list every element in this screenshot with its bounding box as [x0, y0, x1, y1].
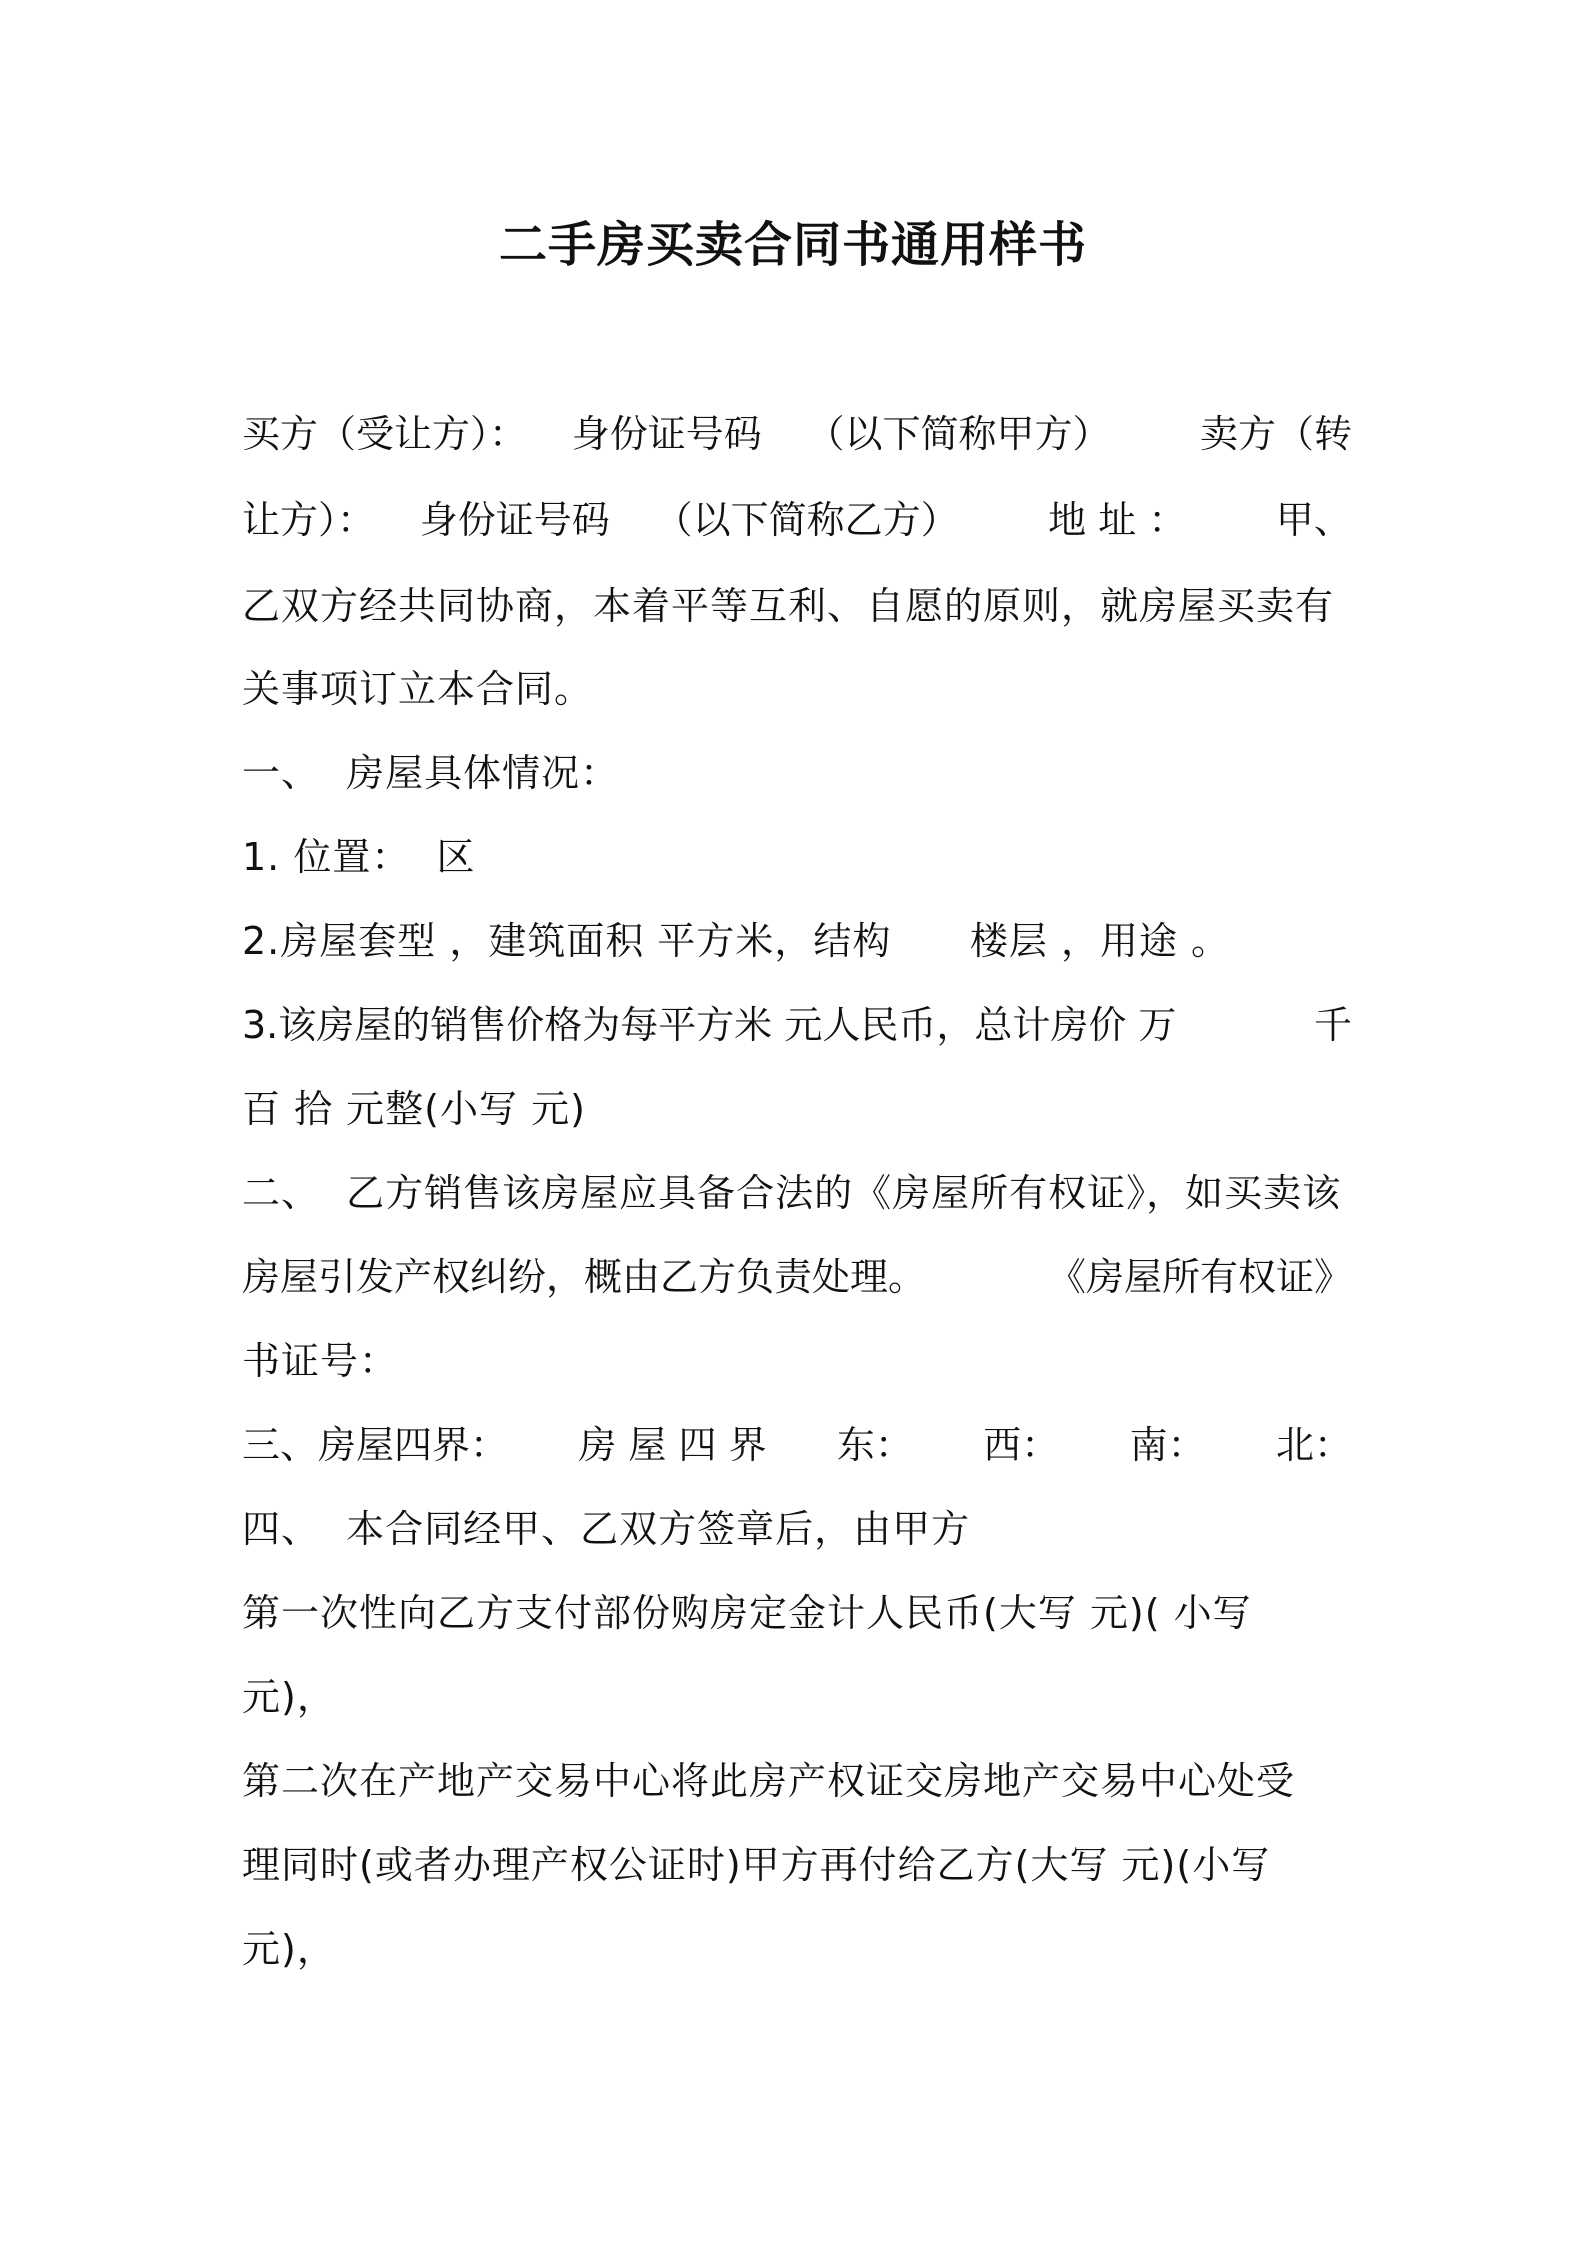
seller-alias: （以下简称乙方） [654, 498, 959, 542]
certificate-number-line: 书证号： [242, 1339, 399, 1383]
east-label: 东： [836, 1423, 913, 1467]
buyer-alias: （以下简称甲方） [806, 412, 1111, 456]
price-line [242, 997, 1352, 1053]
section-2-heading: 二、 乙方销售该房屋应具备合法的《房屋所有权证》，如买卖该 [242, 1171, 1342, 1215]
section-4-heading: 四、 本合同经甲、乙双方签章后，由甲方 [242, 1507, 971, 1551]
boundary-label: 房 屋 四 界 [578, 1423, 767, 1467]
second-payment-line-1: 第二次在产地产交易中心将此房产权证交房地产交易中心处受 [242, 1759, 1296, 1803]
buyer-id-label: 身份证号码 [571, 412, 762, 456]
price-thousand: 千 [1313, 1003, 1352, 1047]
parties-start: 甲、 [1275, 498, 1352, 542]
dispute-text: 房屋引发产权纠纷，概由乙方负责处理。 [242, 1255, 927, 1299]
certificate-title: 《房屋所有权证》 [1047, 1255, 1352, 1299]
location-line: 1. 位置： 区 [242, 835, 476, 879]
section-3-line [242, 1417, 1352, 1473]
second-payment-line-2: 理同时(或者办理产权公证时)甲方再付给乙方(大写 元)(小写 [242, 1843, 1271, 1887]
seller-label-start: 卖方（转 [1199, 412, 1352, 456]
seller-line [242, 492, 1352, 548]
price-detail-line: 百 拾 元整(小写 元) [242, 1087, 586, 1131]
address-label: 地 址 ： [1048, 498, 1187, 542]
buyer-line [242, 406, 1352, 462]
south-label: 南： [1129, 1423, 1206, 1467]
section-1-heading: 一、 房屋具体情况： [242, 751, 620, 795]
north-label: 北： [1275, 1423, 1352, 1467]
section-3-heading: 三、房屋四界： [242, 1423, 509, 1467]
second-payment-end: 元)， [242, 1927, 336, 1971]
seller-id-label: 身份证号码 [419, 498, 610, 542]
house-type-line: 2.房屋套型 ，建筑面积 平方米，结构 楼层 ，用途 。 [242, 919, 1231, 963]
price-text: 3.该房屋的销售价格为每平方米 元人民币，总计房价 万 [242, 1003, 1177, 1047]
dispute-line [242, 1249, 1352, 1305]
first-payment-end: 元)， [242, 1675, 336, 1719]
buyer-label: 买方（受让方）： [242, 412, 528, 456]
agreement-text-1: 乙双方经共同协商，本着平等互利、自愿的原则，就房屋买卖有 [242, 584, 1335, 628]
document-title: 二手房买卖合同书通用样书 [498, 217, 1087, 273]
west-label: 西： [983, 1423, 1060, 1467]
first-payment-line: 第一次性向乙方支付部份购房定金计人民币(大写 元)( 小写 [242, 1591, 1252, 1635]
agreement-text-2: 关事项订立本合同。 [242, 667, 594, 711]
seller-label-end: 让方）： [242, 498, 376, 542]
